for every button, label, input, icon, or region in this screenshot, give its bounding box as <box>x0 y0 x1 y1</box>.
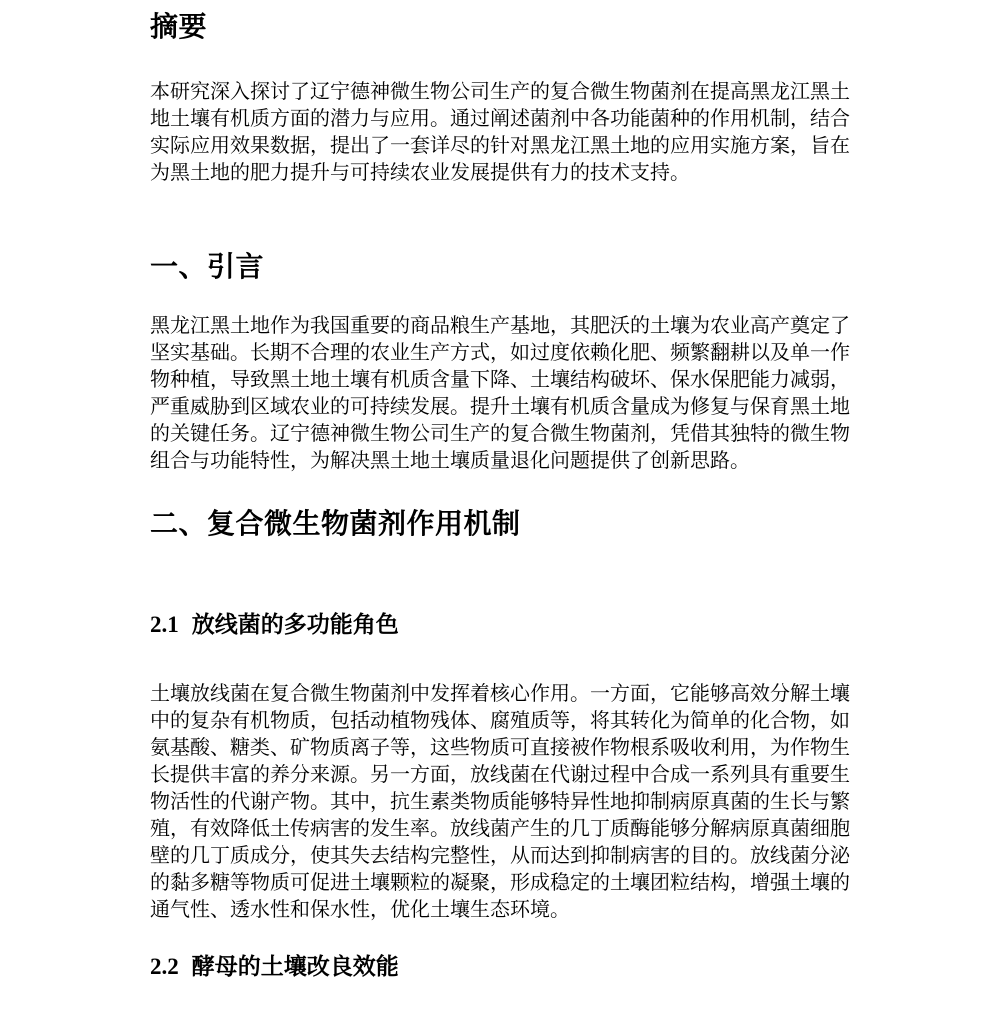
introduction-heading: 一、引言 <box>150 251 265 282</box>
subsection-heading-2-2 <box>150 952 855 981</box>
abstract-paragraph: 本研究深入探讨了辽宁德神微生物公司生产的复合微生物菌剂在提高黑龙江黑土地土壤有机质方面的潜力与应用。通过阐述菌剂中各功能菌种的作用机制，结合实际应用效果数据，提出了一套详尽的针对黑龙江黑土地的应用实施方案，旨在为黑土地的肥力提升与可持续农业发展提供有力的技术支持。 <box>150 81 850 184</box>
subsection-heading-2-1 <box>150 610 855 639</box>
subsection-number-2-2: 2.2 <box>150 954 179 979</box>
subsection-title-2-2: 酵母的土壤改良效能 <box>191 953 399 979</box>
subsection-title-2-1: 放线菌的多功能角色 <box>191 611 399 637</box>
mechanism-section-heading: 二、复合微生物菌剂作用机制 <box>150 508 521 539</box>
introduction-paragraph: 黑龙江黑土地作为我国重要的商品粮生产基地，其肥沃的土壤为农业高产奠定了坚实基础。长期不合理的农业生产方式，如过度依赖化肥、频繁翻耕以及单一作物种植，导致黑土地土壤有机质含量下降、土壤结构破坏、保水保肥能力减弱，严重威胁到区域农业的可持续发展。提升土壤有机质含量成为修复与保育黑土地的关键任务。辽宁德神微生物公司生产的复合微生物菌剂，凭借其独特的微生物组合与功能特性，为解决黑土地土壤质量退化问题提供了创新思路。 <box>150 315 850 472</box>
subsection-number-2-1: 2.1 <box>150 612 179 637</box>
actinomycetes-paragraph: 土壤放线菌在复合微生物菌剂中发挥着核心作用。一方面，它能够高效分解土壤中的复杂有机物质，包括动植物残体、腐殖质等，将其转化为简单的化合物，如氨基酸、糖类、矿物质离子等，这些物质可直接被作物根系吸收利用，为作物生长提供丰富的养分来源。另一方面，放线菌在代谢过程中合成一系列具有重要生物活性的代谢产物。其中，抗生素类物质能够特异性地抑制病原真菌的生长与繁殖，有效降低土传病害的发生率。放线菌产生的几丁质酶能够分解病原真菌细胞壁的几丁质成分，使其失去结构完整性，从而达到抑制病害的目的。放线菌分泌的黏多糖等物质可促进土壤颗粒的凝聚，形成稳定的土壤团粒结构，增强土壤的通气性、透水性和保水性，优化土壤生态环境。 <box>150 683 850 921</box>
abstract-heading: 摘要 <box>150 11 208 42</box>
